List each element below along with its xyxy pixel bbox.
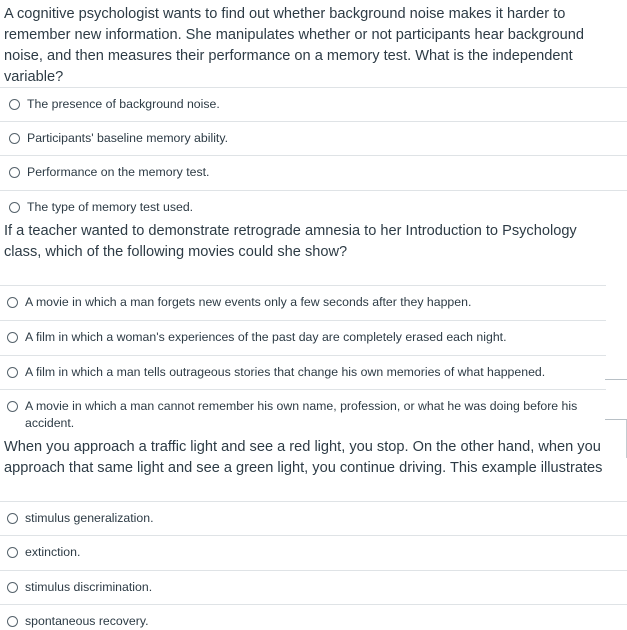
answer-option[interactable] xyxy=(0,121,627,155)
answer-option[interactable] xyxy=(0,285,606,320)
answer-label: Participants' baseline memory ability. xyxy=(27,131,229,145)
radio-button[interactable] xyxy=(7,582,18,593)
answer-option[interactable] xyxy=(0,355,606,389)
answer-label: stimulus generalization. xyxy=(25,511,154,525)
question-3-text: When you approach a traffic light and see a red light, you stop. On the other hand, when you approach that same light and see a green light, you continue driving. This example illustrates xyxy=(4,439,603,476)
answer-label: A movie in which a man cannot remember his own name, profession, or what he was doing before his accident. xyxy=(25,399,578,430)
question-2-text: If a teacher wanted to demonstrate retrograde amnesia to her Introduction to Psychology class, which of the following movies could she show? xyxy=(4,223,577,260)
answer-option[interactable] xyxy=(0,320,606,355)
radio-button[interactable] xyxy=(7,547,18,558)
answer-label: Performance on the memory test. xyxy=(27,165,210,179)
answer-label: spontaneous recovery. xyxy=(25,614,149,628)
radio-button[interactable] xyxy=(7,367,18,378)
radio-button[interactable] xyxy=(9,167,20,178)
radio-button[interactable] xyxy=(7,332,18,343)
radio-button[interactable] xyxy=(9,133,20,144)
answer-option[interactable] xyxy=(0,535,627,570)
question-1-text: A cognitive psychologist wants to find out whether background noise makes it harder to remember new information. She manipulates whether or not participants hear background noise, and then measures their performance on a memory test. What is the independent variable? xyxy=(4,6,585,85)
answer-label: A film in which a woman's experiences of the past day are completely erased each night. xyxy=(25,330,507,344)
answer-option[interactable] xyxy=(0,604,627,628)
question-3 xyxy=(0,437,627,479)
radio-button[interactable] xyxy=(7,513,18,524)
divider xyxy=(605,379,627,380)
answer-label: A film in which a man tells outrageous stories that change his own memories of what happened. xyxy=(25,365,546,379)
answer-label: extinction. xyxy=(25,545,81,559)
answer-label: A movie in which a man forgets new events only a few seconds after they happen. xyxy=(25,295,472,309)
answer-label: The type of memory test used. xyxy=(27,200,194,214)
radio-button[interactable] xyxy=(7,297,18,308)
answer-option[interactable] xyxy=(0,389,606,436)
question-2 xyxy=(0,221,627,263)
answer-option[interactable] xyxy=(0,501,627,535)
question-1 xyxy=(0,4,627,88)
answer-option[interactable] xyxy=(0,87,627,121)
answer-label: The presence of background noise. xyxy=(27,97,220,111)
answer-option[interactable] xyxy=(0,155,627,190)
radio-button[interactable] xyxy=(7,616,18,627)
answer-option[interactable] xyxy=(0,190,627,220)
answer-option[interactable] xyxy=(0,570,627,604)
answer-label: stimulus discrimination. xyxy=(25,580,153,594)
radio-button[interactable] xyxy=(9,202,20,213)
radio-button[interactable] xyxy=(7,401,18,412)
divider xyxy=(605,419,627,420)
radio-button[interactable] xyxy=(9,99,20,110)
